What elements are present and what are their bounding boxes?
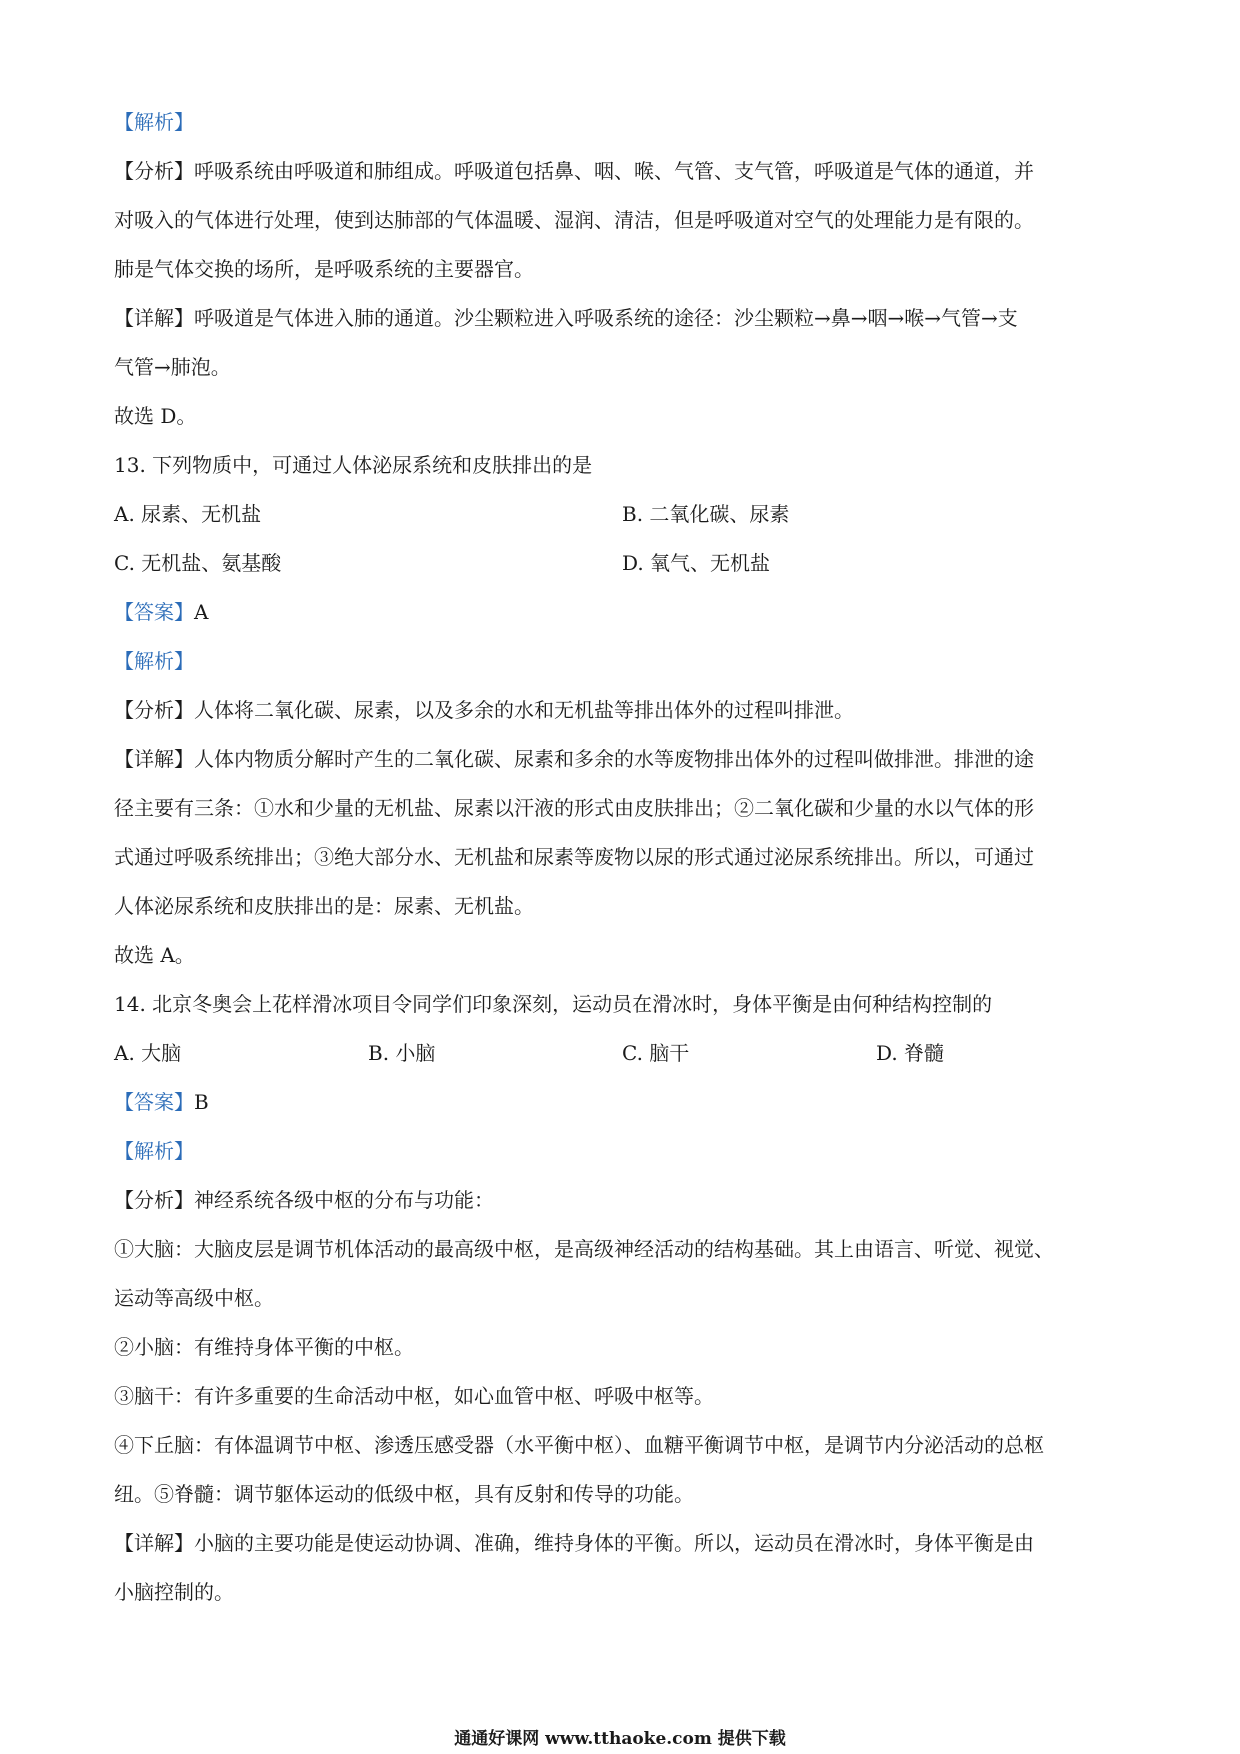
q13-option-b: B. 二氧化碳、尿素 [622,502,790,526]
q14-item-2: ②小脑：有维持身体平衡的中枢。 [114,1335,414,1359]
q12-fenxi-line-1 [114,147,1130,196]
q12-choose: 故选 D。 [114,404,197,428]
q13-options-row-1 [114,490,1130,539]
q14-xiangjie-line-2: 小脑控制的。 [114,1580,234,1604]
q12-fenxi-line-3: 肺是气体交换的场所，是呼吸系统的主要器官。 [114,257,534,281]
q12-xiangjie-line-2: 气管→肺泡。 [114,355,231,379]
q14-item-1-line-1: ①大脑：大脑皮层是调节机体活动的最高级中枢，是高级神经活动的结构基础。其上由语言、听觉、视觉、 [114,1237,1054,1261]
q14-item-3: ③脑干：有许多重要的生命活动中枢，如心血管中枢、呼吸中枢等。 [114,1384,714,1408]
q14-answer [114,1078,1130,1127]
q14-xiangjie-text-1: 小脑的主要功能是使运动协调、准确，维持身体的平衡。所以，运动员在滑冰时，身体平衡是由 [194,1531,1034,1555]
q13-options-row-2 [114,539,1130,588]
q13-analysis-heading [114,637,1130,686]
q14-item-1-line-2: 运动等高级中枢。 [114,1286,274,1310]
analysis-tag: 【解析】 [114,649,194,673]
q14-answer-value: B [194,1090,209,1114]
q12-xiangjie-line-1 [114,294,1130,343]
q14-item-4-line-1: ④下丘脑：有体温调节中枢、渗透压感受器（水平衡中枢）、血糖平衡调节中枢，是调节内分泌活动的总枢 [114,1433,1044,1457]
q13-xiangjie-text-1: 人体内物质分解时产生的二氧化碳、尿素和多余的水等废物排出体外的过程叫做排泄。排泄的途 [194,747,1034,771]
q12-xiangjie-text-1: 呼吸道是气体进入肺的通道。沙尘颗粒进入呼吸系统的途径：沙尘颗粒→鼻→咽→喉→气管→支 [194,306,1018,330]
q13-option-a: A. 尿素、无机盐 [114,502,262,526]
answer-tag: 【答案】 [114,600,194,624]
q12-fenxi-text-1: 呼吸系统由呼吸道和肺组成。呼吸道包括鼻、咽、喉、气管、支气管，呼吸道是气体的通道，并 [194,159,1034,183]
q14-option-c: C. 脑干 [622,1041,690,1065]
q12-analysis-heading [114,98,1130,147]
xiangjie-tag: 【详解】 [114,306,194,330]
analysis-tag: 【解析】 [114,110,194,134]
xiangjie-tag: 【详解】 [114,747,194,771]
q13-fenxi-text-1: 人体将二氧化碳、尿素，以及多余的水和无机盐等排出体外的过程叫排泄。 [194,698,854,722]
xiangjie-tag: 【详解】 [114,1531,194,1555]
analysis-tag: 【解析】 [114,1139,194,1163]
q13-option-c: C. 无机盐、氨基酸 [114,551,282,575]
q13-fenxi-line-1 [114,686,1130,735]
fenxi-tag: 【分析】 [114,698,194,722]
q14-analysis-heading [114,1127,1130,1176]
q13-stem: 13. 下列物质中，可通过人体泌尿系统和皮肤排出的是 [114,453,593,477]
q14-stem: 14. 北京冬奥会上花样滑冰项目令同学们印象深刻，运动员在滑冰时，身体平衡是由何种结构控制的 [114,992,993,1016]
fenxi-tag: 【分析】 [114,1188,194,1212]
q13-answer [114,588,1130,637]
q14-option-a: A. 大脑 [114,1041,182,1065]
q13-xiangjie-line-3: 式通过呼吸系统排出；③绝大部分水、无机盐和尿素等废物以尿的形式通过泌尿系统排出。所以，可通过 [114,845,1034,869]
q13-answer-value: A [194,600,209,624]
q13-xiangjie-line-4: 人体泌尿系统和皮肤排出的是：尿素、无机盐。 [114,894,534,918]
q14-fenxi-line-1 [114,1176,1130,1225]
fenxi-tag: 【分析】 [114,159,194,183]
q13-xiangjie-line-1 [114,735,1130,784]
q14-option-b: B. 小脑 [368,1041,436,1065]
document-page [114,98,1130,1617]
q14-item-4-line-2: 纽。⑤脊髓：调节躯体运动的低级中枢，具有反射和传导的功能。 [114,1482,694,1506]
q13-option-d: D. 氧气、无机盐 [622,551,771,575]
page-footer: 通通好课网 www.tthaoke.com 提供下载 [454,1729,786,1749]
q13-choose: 故选 A。 [114,943,195,967]
q14-option-d: D. 脊髓 [876,1041,945,1065]
q14-xiangjie-line-1 [114,1519,1130,1568]
q14-fenxi-text-1: 神经系统各级中枢的分布与功能： [194,1188,494,1212]
q13-xiangjie-line-2: 径主要有三条：①水和少量的无机盐、尿素以汗液的形式由皮肤排出；②二氧化碳和少量的水以气体的形 [114,796,1034,820]
answer-tag: 【答案】 [114,1090,194,1114]
q12-fenxi-line-2: 对吸入的气体进行处理，使到达肺部的气体温暖、湿润、清洁，但是呼吸道对空气的处理能力是有限的。 [114,208,1034,232]
q14-options-row [114,1029,1130,1078]
